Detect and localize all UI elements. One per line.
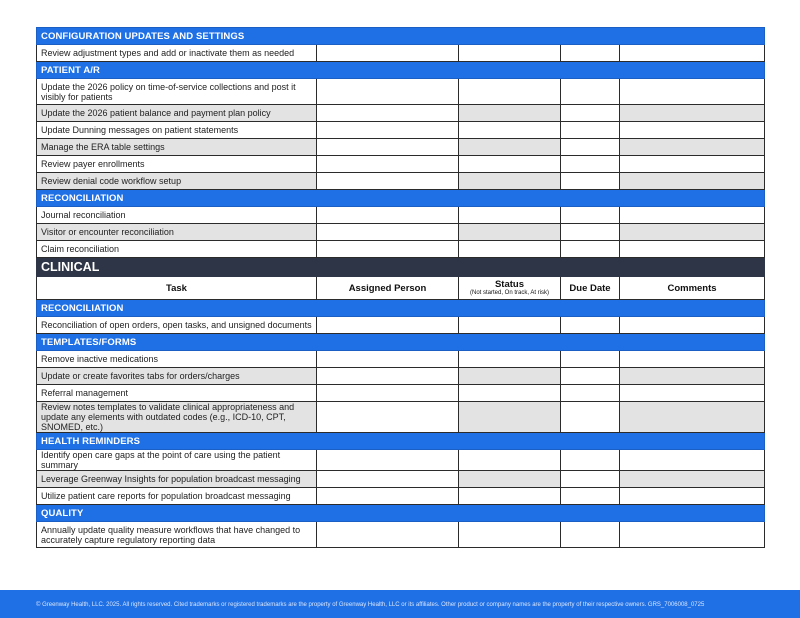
task-cell: Review denial code workflow setup	[37, 173, 317, 190]
task-cell: Visitor or encounter reconciliation	[37, 224, 317, 241]
comments-cell[interactable]	[620, 105, 765, 122]
assigned-person-cell[interactable]	[317, 79, 459, 105]
table-row	[37, 450, 765, 471]
status-cell[interactable]	[459, 402, 561, 433]
due-date-cell[interactable]	[561, 207, 620, 224]
task-cell: Identify open care gaps at the point of care using the patient summary	[37, 450, 317, 471]
checklist-table	[36, 27, 765, 548]
assigned-person-cell[interactable]	[317, 488, 459, 505]
task-cell: Utilize patient care reports for population broadcast messaging	[37, 488, 317, 505]
due-date-cell[interactable]	[561, 122, 620, 139]
comments-cell[interactable]	[620, 317, 765, 334]
table-row	[37, 122, 765, 139]
section-header	[37, 300, 765, 317]
due-date-cell[interactable]	[561, 156, 620, 173]
comments-cell[interactable]	[620, 173, 765, 190]
section-header	[37, 334, 765, 351]
task-cell: Leverage Greenway Insights for population broadcast messaging	[37, 471, 317, 488]
section-title: TEMPLATES/FORMS	[37, 334, 765, 351]
comments-cell[interactable]	[620, 471, 765, 488]
status-cell[interactable]	[459, 368, 561, 385]
task-cell: Manage the ERA table settings	[37, 139, 317, 156]
clinical-title: CLINICAL	[37, 258, 765, 277]
assigned-person-cell[interactable]	[317, 522, 459, 548]
task-cell: Referral management	[37, 385, 317, 402]
assigned-person-cell[interactable]	[317, 385, 459, 402]
comments-cell[interactable]	[620, 139, 765, 156]
task-cell: Reconciliation of open orders, open tasks, and unsigned documents	[37, 317, 317, 334]
status-header-label: Status	[494, 278, 525, 290]
task-cell: Claim reconciliation	[37, 241, 317, 258]
section-title: CONFIGURATION UPDATES AND SETTINGS	[37, 28, 765, 45]
column-headers	[37, 277, 765, 300]
task-cell: Update the 2026 patient balance and payment plan policy	[37, 105, 317, 122]
table-row	[37, 385, 765, 402]
comments-cell[interactable]	[620, 351, 765, 368]
due-date-cell[interactable]	[561, 471, 620, 488]
comments-cell[interactable]	[620, 488, 765, 505]
comments-cell[interactable]	[620, 79, 765, 105]
status-cell[interactable]	[459, 105, 561, 122]
due-date-cell[interactable]	[561, 241, 620, 258]
task-cell: Update the 2026 policy on time-of-service collections and post it visibly for patients	[37, 79, 317, 105]
assigned-person-column-header: Assigned Person	[317, 277, 459, 300]
status-cell[interactable]	[459, 207, 561, 224]
status-cell[interactable]	[459, 241, 561, 258]
status-cell[interactable]	[459, 488, 561, 505]
table-row	[37, 522, 765, 548]
comments-cell[interactable]	[620, 207, 765, 224]
assigned-person-cell[interactable]	[317, 402, 459, 433]
due-date-cell[interactable]	[561, 79, 620, 105]
due-date-cell[interactable]	[561, 402, 620, 433]
due-date-cell[interactable]	[561, 488, 620, 505]
status-cell[interactable]	[459, 79, 561, 105]
status-header-options: (Not started, On track, At risk)	[469, 289, 550, 296]
status-cell[interactable]	[459, 45, 561, 62]
table-row	[37, 317, 765, 334]
status-cell[interactable]	[459, 317, 561, 334]
section-header	[37, 433, 765, 450]
status-cell[interactable]	[459, 122, 561, 139]
comments-cell[interactable]	[620, 522, 765, 548]
assigned-person-cell[interactable]	[317, 471, 459, 488]
table-row	[37, 207, 765, 224]
status-cell[interactable]	[459, 156, 561, 173]
due-date-cell[interactable]	[561, 351, 620, 368]
section-title: QUALITY	[37, 505, 765, 522]
comments-cell[interactable]	[620, 45, 765, 62]
section-title: RECONCILIATION	[37, 190, 765, 207]
section-header	[37, 62, 765, 79]
assigned-person-cell[interactable]	[317, 156, 459, 173]
table-row	[37, 156, 765, 173]
comments-cell[interactable]	[620, 122, 765, 139]
assigned-person-cell[interactable]	[317, 368, 459, 385]
comments-cell[interactable]	[620, 156, 765, 173]
due-date-cell[interactable]	[561, 450, 620, 471]
task-cell: Review notes templates to validate clinical appropriateness and update any elements with outdated codes (e.g., ICD-10, CPT, SNOMED, etc.)	[37, 402, 317, 433]
table-row	[37, 488, 765, 505]
assigned-person-cell[interactable]	[317, 122, 459, 139]
comments-cell[interactable]	[620, 385, 765, 402]
due-date-cell[interactable]	[561, 224, 620, 241]
status-cell[interactable]	[459, 385, 561, 402]
task-cell: Update Dunning messages on patient statements	[37, 122, 317, 139]
section-header	[37, 505, 765, 522]
due-date-column-header: Due Date	[561, 277, 620, 300]
clinical-header	[37, 258, 765, 277]
assigned-person-cell[interactable]	[317, 351, 459, 368]
assigned-person-cell[interactable]	[317, 207, 459, 224]
due-date-cell[interactable]	[561, 317, 620, 334]
assigned-person-cell[interactable]	[317, 224, 459, 241]
task-cell: Journal reconciliation	[37, 207, 317, 224]
assigned-person-cell[interactable]	[317, 317, 459, 334]
status-cell[interactable]	[459, 522, 561, 548]
table-row	[37, 368, 765, 385]
section-header	[37, 28, 765, 45]
assigned-person-cell[interactable]	[317, 45, 459, 62]
status-cell[interactable]	[459, 139, 561, 156]
comments-cell[interactable]	[620, 224, 765, 241]
section-title: RECONCILIATION	[37, 300, 765, 317]
task-column-header: Task	[37, 277, 317, 300]
footer-bar	[0, 590, 800, 618]
table-row	[37, 351, 765, 368]
due-date-cell[interactable]	[561, 522, 620, 548]
task-cell: Update or create favorites tabs for orders/charges	[37, 368, 317, 385]
status-cell[interactable]	[459, 471, 561, 488]
task-cell: Annually update quality measure workflows that have changed to accurately capture regulatory reporting data	[37, 522, 317, 548]
section-header	[37, 190, 765, 207]
due-date-cell[interactable]	[561, 173, 620, 190]
table-row	[37, 173, 765, 190]
comments-cell[interactable]	[620, 368, 765, 385]
table-row	[37, 471, 765, 488]
status-cell[interactable]	[459, 173, 561, 190]
table-row	[37, 105, 765, 122]
comments-cell[interactable]	[620, 450, 765, 471]
task-cell: Review payer enrollments	[37, 156, 317, 173]
assigned-person-cell[interactable]	[317, 450, 459, 471]
assigned-person-cell[interactable]	[317, 241, 459, 258]
status-cell[interactable]	[459, 224, 561, 241]
table-row	[37, 45, 765, 62]
assigned-person-cell[interactable]	[317, 105, 459, 122]
comments-cell[interactable]	[620, 402, 765, 433]
section-title: HEALTH REMINDERS	[37, 433, 765, 450]
assigned-person-cell[interactable]	[317, 139, 459, 156]
copyright-text: © Greenway Health, LLC. 2025. All rights reserved. Cited trademarks or registered trademarks are the property of Greenway Health, LLC or its affiliates. Other product or company names are the property of their respective owners. GRS_7006008_0725	[36, 602, 705, 608]
due-date-cell[interactable]	[561, 105, 620, 122]
due-date-cell[interactable]	[561, 45, 620, 62]
table-row	[37, 241, 765, 258]
table-row	[37, 402, 765, 433]
comments-column-header: Comments	[620, 277, 765, 300]
table-row	[37, 79, 765, 105]
table-row	[37, 224, 765, 241]
assigned-person-cell[interactable]	[317, 173, 459, 190]
due-date-cell[interactable]	[561, 368, 620, 385]
section-title: PATIENT A/R	[37, 62, 765, 79]
task-cell: Review adjustment types and add or inactivate them as needed	[37, 45, 317, 62]
task-cell: Remove inactive medications	[37, 351, 317, 368]
status-column-header	[459, 277, 561, 300]
table-row	[37, 139, 765, 156]
due-date-cell[interactable]	[561, 385, 620, 402]
due-date-cell[interactable]	[561, 139, 620, 156]
status-cell[interactable]	[459, 351, 561, 368]
comments-cell[interactable]	[620, 241, 765, 258]
status-cell[interactable]	[459, 450, 561, 471]
